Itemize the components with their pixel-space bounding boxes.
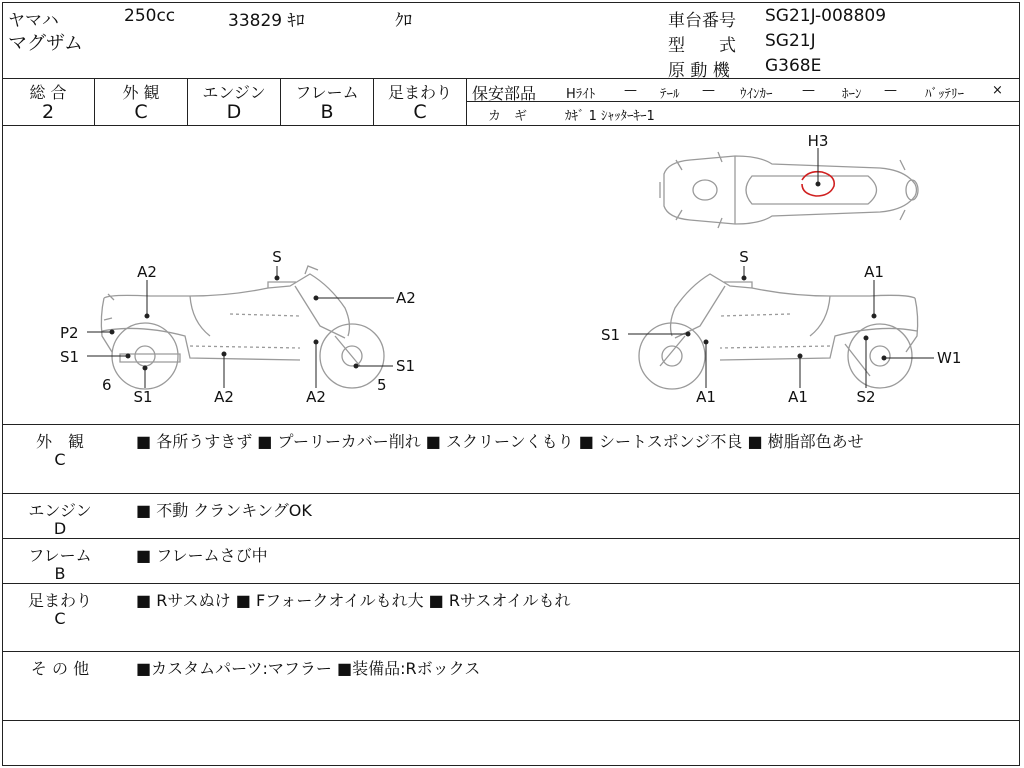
right-side-scooter bbox=[639, 274, 918, 389]
frame-no: SG21J-008809 bbox=[765, 6, 887, 26]
grade-value-exterior: C bbox=[134, 101, 148, 123]
safety-item-horn: ﾎｰﾝ bbox=[842, 87, 862, 102]
grade-divider bbox=[280, 78, 281, 125]
label-left-a2-bottom1: A2 bbox=[214, 388, 234, 406]
section-rule bbox=[2, 651, 1020, 652]
grade-value-suspension: C bbox=[413, 101, 427, 123]
displacement: 250cc bbox=[124, 6, 176, 26]
section-label-suspension: 足まわり bbox=[27, 591, 92, 610]
frame-no-label: 車台番号 bbox=[668, 11, 736, 31]
safety-item-winker: ｳｲﾝｶｰ bbox=[740, 87, 773, 102]
left-side-scooter bbox=[101, 266, 384, 389]
section-grade-frame: B bbox=[54, 564, 66, 583]
section-rule bbox=[2, 538, 1020, 539]
engine-label: 原 動 機 bbox=[668, 61, 730, 81]
section-remarks-other: ■カスタムパーツ:マフラー ■装備品:Rボックス bbox=[136, 659, 481, 678]
grade-divider bbox=[94, 78, 95, 125]
label-left-a2-bottom2: A2 bbox=[306, 388, 326, 406]
section-remarks-exterior: ■ 各所うすきず ■ プーリーカバー削れ ■ スクリーンくもり ■ シートスポンジ不良 ■ 樹脂部色あせ bbox=[136, 432, 864, 451]
section-rule bbox=[2, 583, 1020, 584]
diagram-bottom-rule bbox=[2, 424, 1020, 425]
safety-item-battery: ﾊﾞｯﾃﾘｰ bbox=[925, 87, 964, 102]
engine-value: G368E bbox=[765, 56, 822, 76]
grade-label-engine: エンジン bbox=[202, 83, 266, 102]
label-right-a1-bottom1: A1 bbox=[696, 388, 716, 406]
section-grade-engine: D bbox=[53, 519, 67, 538]
key-label: カ ギ bbox=[488, 109, 528, 124]
label-right-w1: W1 bbox=[937, 349, 962, 367]
label-left-s1-bottom: S1 bbox=[133, 388, 153, 406]
label-right-s-top: S bbox=[739, 248, 749, 266]
safety-mark-winker: — bbox=[802, 83, 815, 98]
section-label-exterior: 外 観 bbox=[35, 432, 84, 451]
condition-diagram bbox=[0, 126, 1024, 424]
label-left-s1-right: S1 bbox=[396, 357, 416, 375]
safety-label: 保安部品 bbox=[472, 84, 537, 103]
safety-mark-tail: — bbox=[702, 83, 715, 98]
grade-value-overall: 2 bbox=[41, 101, 55, 123]
key-value: ｶｷﾞ 1 ｼｬｯﾀｰｷｰ1 bbox=[565, 109, 655, 124]
safety-mark-headlight: — bbox=[624, 83, 637, 98]
section-label-other: そ の 他 bbox=[30, 659, 90, 678]
section-grade-suspension: C bbox=[54, 609, 66, 628]
grade-label-exterior: 外 観 bbox=[122, 83, 160, 102]
safety-mark-battery: × bbox=[992, 83, 1003, 98]
section-grade-exterior: C bbox=[54, 450, 66, 469]
grade-label-frame: フレーム bbox=[295, 83, 359, 102]
grade-divider bbox=[373, 78, 374, 125]
type-value: SG21J bbox=[765, 31, 816, 51]
model-name: マグザム bbox=[8, 32, 84, 54]
label-left-a2-top: A2 bbox=[137, 263, 157, 281]
label-right-s2: S2 bbox=[856, 388, 876, 406]
section-label-engine: エンジン bbox=[28, 501, 92, 520]
top-view-scooter bbox=[660, 152, 918, 228]
section-rule bbox=[2, 720, 1020, 721]
section-remarks-engine: ■ 不動 クランキングOK bbox=[136, 501, 312, 520]
grade-divider bbox=[466, 78, 467, 125]
safety-mark-horn: — bbox=[884, 83, 897, 98]
maker: ヤマハ bbox=[8, 11, 59, 31]
grade-divider bbox=[187, 78, 188, 125]
label-left-a2-right: A2 bbox=[396, 289, 416, 307]
grade-value-frame: B bbox=[320, 101, 334, 123]
color: ｸﾛ bbox=[395, 11, 412, 31]
label-h3: H3 bbox=[807, 132, 829, 150]
section-remarks-frame: ■ フレームさび中 bbox=[136, 546, 268, 565]
type-label: 型 式 bbox=[668, 36, 736, 56]
label-right-s1: S1 bbox=[601, 326, 621, 344]
section-remarks-suspension: ■ Rサスぬけ ■ Fフォークオイルもれ大 ■ Rサスオイルもれ bbox=[136, 591, 571, 610]
grade-top-rule bbox=[2, 78, 1020, 79]
label-left-6: 6 bbox=[102, 376, 112, 394]
mileage: 33829 ｷﾛ bbox=[228, 11, 305, 31]
grade-label-suspension: 足まわり bbox=[387, 83, 452, 102]
grade-label-overall: 総 合 bbox=[29, 83, 67, 102]
label-left-p2: P2 bbox=[60, 324, 79, 342]
safety-item-headlight: Hﾗｲﾄ bbox=[566, 87, 596, 102]
label-left-5: 5 bbox=[377, 376, 387, 394]
section-rule bbox=[2, 493, 1020, 494]
label-right-a1-bottom2: A1 bbox=[788, 388, 808, 406]
section-label-frame: フレーム bbox=[28, 546, 92, 565]
label-left-s1: S1 bbox=[60, 348, 80, 366]
label-right-a1-top: A1 bbox=[864, 263, 884, 281]
grade-value-engine: D bbox=[226, 101, 242, 123]
label-left-s-top: S bbox=[272, 248, 282, 266]
safety-item-tail: ﾃｰﾙ bbox=[660, 87, 680, 102]
